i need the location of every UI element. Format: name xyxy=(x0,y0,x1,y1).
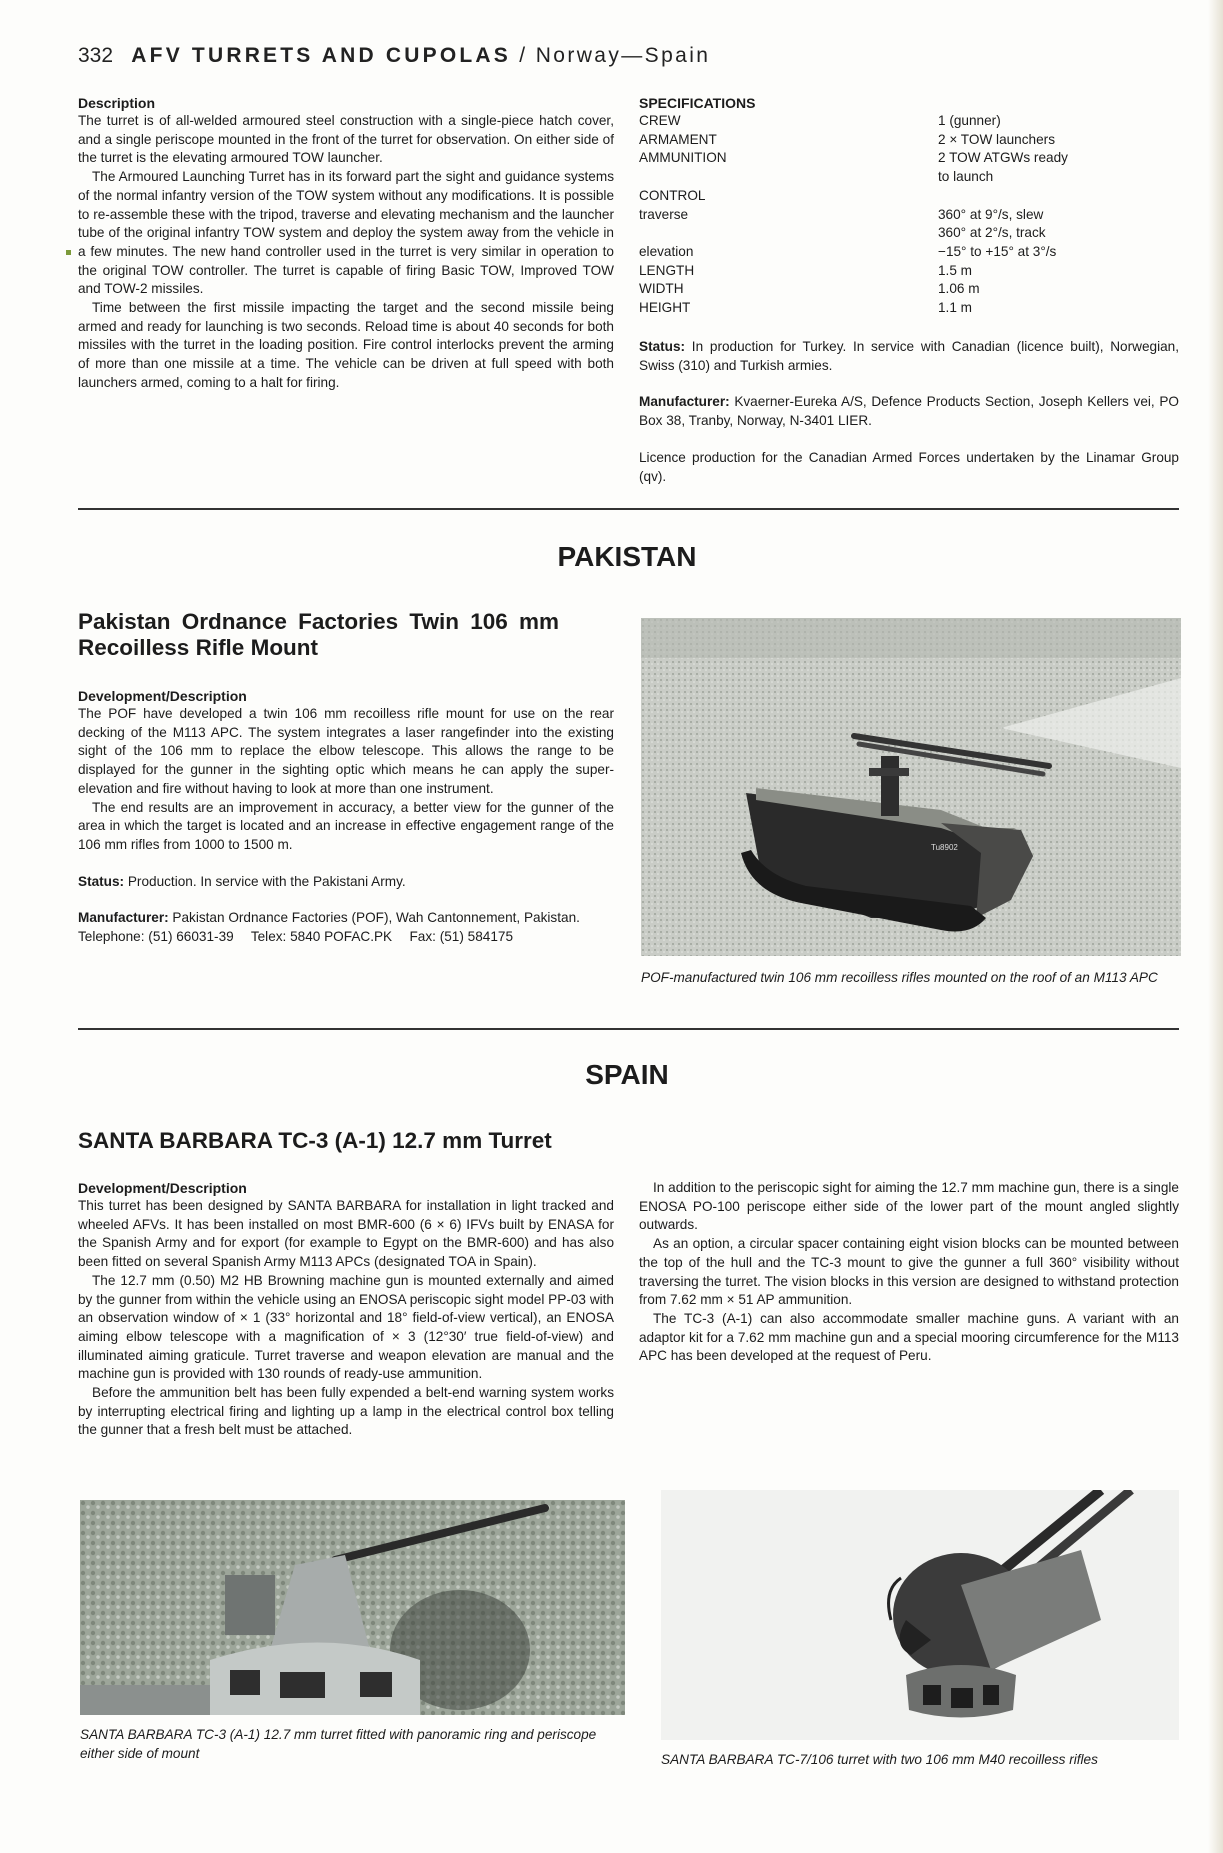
spec-value: 360° at 9°/s, slew xyxy=(938,206,1044,222)
spain-description-right xyxy=(639,1179,1179,1366)
spec-value: 1.5 m xyxy=(938,262,972,278)
spec-value: 2 × TOW launchers xyxy=(938,131,1055,147)
spec-row xyxy=(639,131,1179,150)
paragraph: This turret has been designed by SANTA BARBARA for installation in light tracked and wheeled AFVs. It has been installed on most BMR-600 (6 × 6) IFVs built by ENASA for the Spanish Army and for export (for example to Egypt on the BMR-600) and has also been fitted on several Spanish Army M113 APCs (designated TOA in Spain). xyxy=(78,1198,614,1270)
entry-title-line2: Recoilless Rifle Mount xyxy=(78,635,319,660)
dev-heading: Development/Description xyxy=(78,1180,247,1196)
spec-key: WIDTH xyxy=(639,281,684,297)
entry-title-line1: Pakistan Ordnance Factories Twin 106 mm xyxy=(78,609,559,634)
tc7-turret-illustration xyxy=(661,1490,1179,1740)
status-label: Status: xyxy=(78,873,125,889)
margin-mark xyxy=(66,250,71,255)
spec-row xyxy=(639,168,1179,187)
page-edge-shadow xyxy=(1208,0,1223,1853)
section-title: AFV TURRETS AND CUPOLAS xyxy=(131,44,511,67)
manufacturer-text: Pakistan Ordnance Factories (POF), Wah Cantonnement, Pakistan. xyxy=(168,910,580,926)
photo-tc3-turret xyxy=(80,1500,625,1715)
paragraph: The Armoured Launching Turret has in its forward part the sight and guidance systems of the normal infantry version of the TOW system without any modifications. It is possible to re-assemble these with the tripod, traverse and elevating mechanism and the launcher tube of the original infantry TOW system and deploy the system away from the vehicle in a few minutes. The new hand controller used in the turret is very similar in operation to the original TOW controller. The turret is capable of firing Basic TOW, Improved TOW and TOW-2 missiles. xyxy=(78,169,614,297)
spec-row xyxy=(639,224,1179,243)
paragraph: Time between the first missile impacting the target and the second missile being armed and ready for launching is two seconds. Reload time is about 40 seconds for both missiles with the turret in the loading position. Fire control interlocks prevent the arming of more than one missile at a time. The vehicle can be driven at full speed with both launchers armed, coming to a halt for firing. xyxy=(78,300,614,390)
paragraph: As an option, a circular spacer containing eight vision blocks can be mounted between the top of the hull and the TC-3 mount to give the gunner a full 360° visibility without traversing the turret. The vision blocks in this version are designed to withstand protection from 7.62 mm × 51 AP ammunition. xyxy=(639,1236,1179,1308)
dev-heading: Development/Description xyxy=(78,688,247,704)
photo-pof-m113 xyxy=(641,618,1181,956)
spec-value: 1.06 m xyxy=(938,281,980,297)
section-divider xyxy=(78,508,1179,510)
photo-caption: SANTA BARBARA TC-7/106 turret with two 106 mm M40 recoilless rifles xyxy=(661,1752,1098,1767)
status-text: In production for Turkey. In service with Canadian (licence built), Norwegian, Swiss (310) and Turkish armies. xyxy=(639,339,1179,373)
apc-photo-illustration xyxy=(641,618,1181,956)
spec-key: LENGTH xyxy=(639,262,695,278)
spec-row xyxy=(639,149,1179,168)
spec-value: to launch xyxy=(938,169,994,185)
page-number: 332 xyxy=(78,44,114,67)
licence-note: Licence production for the Canadian Armed Forces undertaken by the Linamar Group (qv). xyxy=(639,449,1179,484)
section-divider xyxy=(78,1028,1179,1030)
spec-key: ARMAMENT xyxy=(639,131,717,147)
status-text: Production. In service with the Pakistani Army. xyxy=(124,873,406,889)
spain-description-left xyxy=(78,1179,614,1440)
spec-value: 1 (gunner) xyxy=(938,113,1001,128)
description-heading: Description xyxy=(78,95,156,111)
paragraph: The TC-3 (A-1) can also accommodate smaller machine guns. A variant with an adaptor kit for a 7.62 mm machine gun and a special mooring circumference for the M113 APC has been developed at the request of Peru. xyxy=(639,1310,1179,1364)
manufacturer-text: Kvaerner-Eureka A/S, Defence Products Section, Joseph Kellers vei, PO Box 38, Tranby, Norway, N-3401 LIER. xyxy=(639,394,1179,429)
spec-value: −15° to +15° at 3°/s xyxy=(938,243,1057,259)
manufacturer-label: Manufacturer: xyxy=(639,394,730,410)
spec-value: 360° at 2°/s, track xyxy=(938,225,1046,241)
spec-value: 2 TOW ATGWs ready xyxy=(938,150,1068,166)
pakistan-title xyxy=(78,609,614,661)
paragraph: The 12.7 mm (0.50) M2 HB Browning machine gun is mounted externally and aimed by the gunner from within the vehicle using an ENOSA periscopic sight model PP-03 with an observation window of × 1 (33° horizontal and 18° field-of-view vertical), an ENOSA aiming elbow telescope with a magnification of × 3 (12°30′ true field-of-view) and illuminated aiming graticule. Turret traverse and weapon elevation are manual and the machine gun is provided with 130 rounds of ready-use ammunition. xyxy=(78,1272,614,1382)
country-heading-pakistan: PAKISTAN xyxy=(557,541,697,572)
spec-key xyxy=(639,224,938,243)
spec-key: CONTROL xyxy=(639,187,706,203)
header-separator: / xyxy=(510,44,536,67)
photo-caption: POF-manufactured twin 106 mm recoilless rifles mounted on the roof of an M113 APC xyxy=(641,970,1158,985)
spec-key: HEIGHT xyxy=(639,300,691,316)
spec-key: traverse xyxy=(639,206,689,222)
specifications-heading: SPECIFICATIONS xyxy=(639,95,756,111)
spec-key: AMMUNITION xyxy=(639,150,727,166)
status-label: Status: xyxy=(639,339,686,354)
entry-title: SANTA BARBARA TC-3 (A-1) 12.7 mm Turret xyxy=(78,1128,552,1153)
paragraph: Before the ammunition belt has been fully expended a belt-end warning system works by interrupting electrical firing and lighting up a lamp in the electrical control box telling the gunner that a fresh belt must be attached. xyxy=(78,1385,614,1438)
contact-line: Telephone: (51) 66031-39 Telex: 5840 POFAC.PK Fax: (51) 584175 xyxy=(78,929,514,945)
spec-row xyxy=(639,299,1179,318)
pakistan-description xyxy=(78,687,614,947)
specifications xyxy=(639,94,1179,318)
paragraph: The turret is of all-welded armoured steel construction with a single-piece hatch cover, and a single periscope mounted in the front of the turret for observation. On either side of the turret is the elevating armoured TOW launcher. xyxy=(78,113,614,166)
manufacturer-label: Manufacturer: xyxy=(78,910,169,926)
norway-description xyxy=(78,94,614,393)
running-header xyxy=(78,44,710,68)
svg-text:Tu8902: Tu8902 xyxy=(931,843,958,852)
spec-row xyxy=(639,280,1179,299)
country-heading-spain: SPAIN xyxy=(585,1059,669,1090)
spec-key xyxy=(639,168,938,187)
tc3-turret-illustration xyxy=(80,1500,625,1715)
norway-status xyxy=(639,338,1179,486)
spec-key: elevation xyxy=(639,243,694,259)
spain-title xyxy=(78,1128,678,1154)
spec-row xyxy=(639,206,1179,225)
spec-row xyxy=(639,243,1179,262)
spec-row xyxy=(639,112,1179,131)
spec-value: 1.1 m xyxy=(938,300,972,316)
spec-table xyxy=(639,112,1179,318)
spec-row xyxy=(639,187,1179,206)
photo-caption: SANTA BARBARA TC-3 (A-1) 12.7 mm turret fitted with panoramic ring and periscope either side of mount xyxy=(80,1727,597,1761)
photo-tc7-turret xyxy=(661,1490,1179,1740)
header-range: Norway—Spain xyxy=(535,44,711,67)
paragraph: In addition to the periscopic sight for aiming the 12.7 mm machine gun, there is a single ENOSA PO-100 periscope either side of the lower part of the mount angled slightly outwards. xyxy=(639,1180,1179,1233)
spec-value xyxy=(938,187,1179,206)
paragraph: The end results are an improvement in accuracy, a better view for the gunner of the area in which the target is located and an increase in effective engagement range of the 106 mm rifles from 1000 to 1500 m. xyxy=(78,799,614,852)
spec-row xyxy=(639,262,1179,281)
spec-key: CREW xyxy=(639,113,681,128)
paragraph: The POF have developed a twin 106 mm recoilless rifle mount for use on the rear decking of the M113 APC. The system integrates a laser rangefinder into the existing sight of the 106 mm to replace the elbow telescope. This allows the range to be displayed for the gunner in the sighting optic which means he can apply the super-elevation and fire without having to look at more than one instrument. xyxy=(78,706,614,796)
